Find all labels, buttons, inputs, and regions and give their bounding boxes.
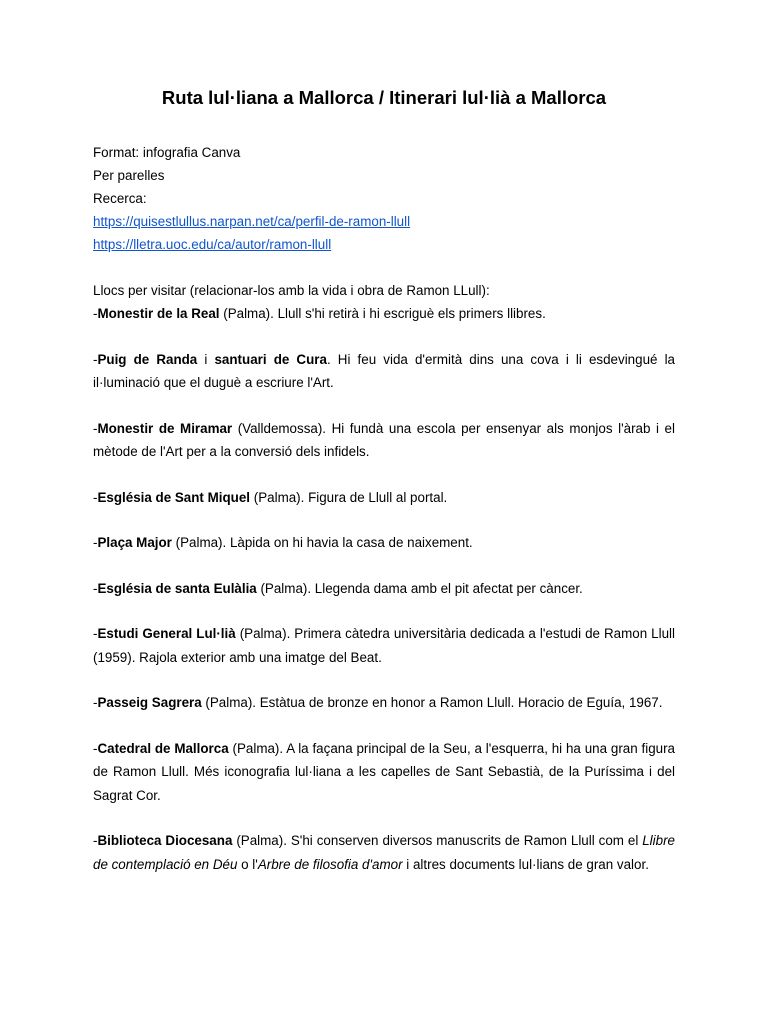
place-entry-santa-eulalia: -Església de santa Eulàlia (Palma). Llegenda dama amb el pit afectat per càncer. <box>93 580 583 596</box>
place-entry-miramar: -Monestir de Miramar (Valldemossa). Hi fundà una escola per ensenyar als monjos l'àrab i el mètode de l'Art per a la conversió dels infidels. <box>93 420 675 459</box>
place-name: Església de Sant Miquel <box>97 489 251 505</box>
format-line: Format: infografia Canva <box>93 145 241 160</box>
places-intro: Llocs per visitar (relacionar-los amb la vida i obra de Ramon LLull): <box>93 283 490 298</box>
place-entry-catedral: -Catedral de Mallorca (Palma). A la façana principal de la Seu, a l'esquerra, hi ha una gran figura de Ramon Llull. Més iconografia lul·liana a les capelles de Sant Sebastià, de la Puríssima i del Sagrat Cor. <box>93 740 676 803</box>
place-name: Catedral de Mallorca <box>97 740 229 756</box>
place-entry-passeig-sagrera: -Passeig Sagrera (Palma). Estàtua de bronze en honor a Ramon Llull. Horacio de Eguía, 1967. <box>93 695 663 710</box>
place-entry-puig-randa: -Puig de Randa i santuari de Cura. Hi feu vida d'ermità dins una cova i li esdevingué la il·luminació que el duguè a escriure l'Art. <box>93 351 676 390</box>
place-entry-biblioteca: -Biblioteca Diocesana (Palma). S'hi conserven diversos manuscrits de Ramon Llull com el Llibre de contemplació en Déu o l'Arbre de filosofia d'amor i altres documents lul·lians de gran valor. <box>93 833 675 872</box>
place-name: Biblioteca Diocesana <box>97 833 233 848</box>
place-entry-placa-major: -Plaça Major (Palma). Làpida on hi havia la casa de naixement. <box>93 535 473 550</box>
place-entry-sant-miquel: -Església de Sant Miquel (Palma). Figura de Llull al portal. <box>93 489 448 505</box>
place-name: Monestir de Miramar <box>97 420 233 436</box>
place-name: Passeig Sagrera <box>97 695 202 710</box>
book-title: Arbre de filosofia d'amor <box>257 856 403 872</box>
research-label: Recerca: <box>93 191 147 206</box>
place-name-secondary: santuari de Cura <box>214 351 327 367</box>
book-title: Llibre de contemplació en Déu <box>93 833 675 872</box>
pairs-line: Per parelles <box>93 168 165 183</box>
place-entry-monestir-real: -Monestir de la Real (Palma). Llull s'hi retirà i hi escriguè els primers llibres. <box>93 306 546 321</box>
assignment-meta <box>93 141 675 256</box>
place-name: Plaça Major <box>97 535 172 550</box>
link-quisestlullus[interactable]: https://quisestlullus.narpan.net/ca/perfil-de-ramon-llull <box>93 214 411 229</box>
place-name: Puig de Randa <box>97 351 198 367</box>
page-title: Ruta lul·liana a Mallorca / Itinerari lul·lià a Mallorca <box>161 87 607 108</box>
link-lletra-uoc[interactable]: https://lletra.uoc.edu/ca/autor/ramon-llull <box>93 237 332 252</box>
place-name: Estudi General Lul·lià <box>97 626 236 641</box>
place-name: Monestir de la Real <box>97 306 220 321</box>
place-entry-estudi-general: -Estudi General Lul·lià (Palma). Primera càtedra universitària dedicada a l'estudi de Ramon Llull (1959). Rajola exterior amb una imatge del Beat. <box>93 626 675 665</box>
place-name: Església de santa Eulàlia <box>97 580 257 596</box>
